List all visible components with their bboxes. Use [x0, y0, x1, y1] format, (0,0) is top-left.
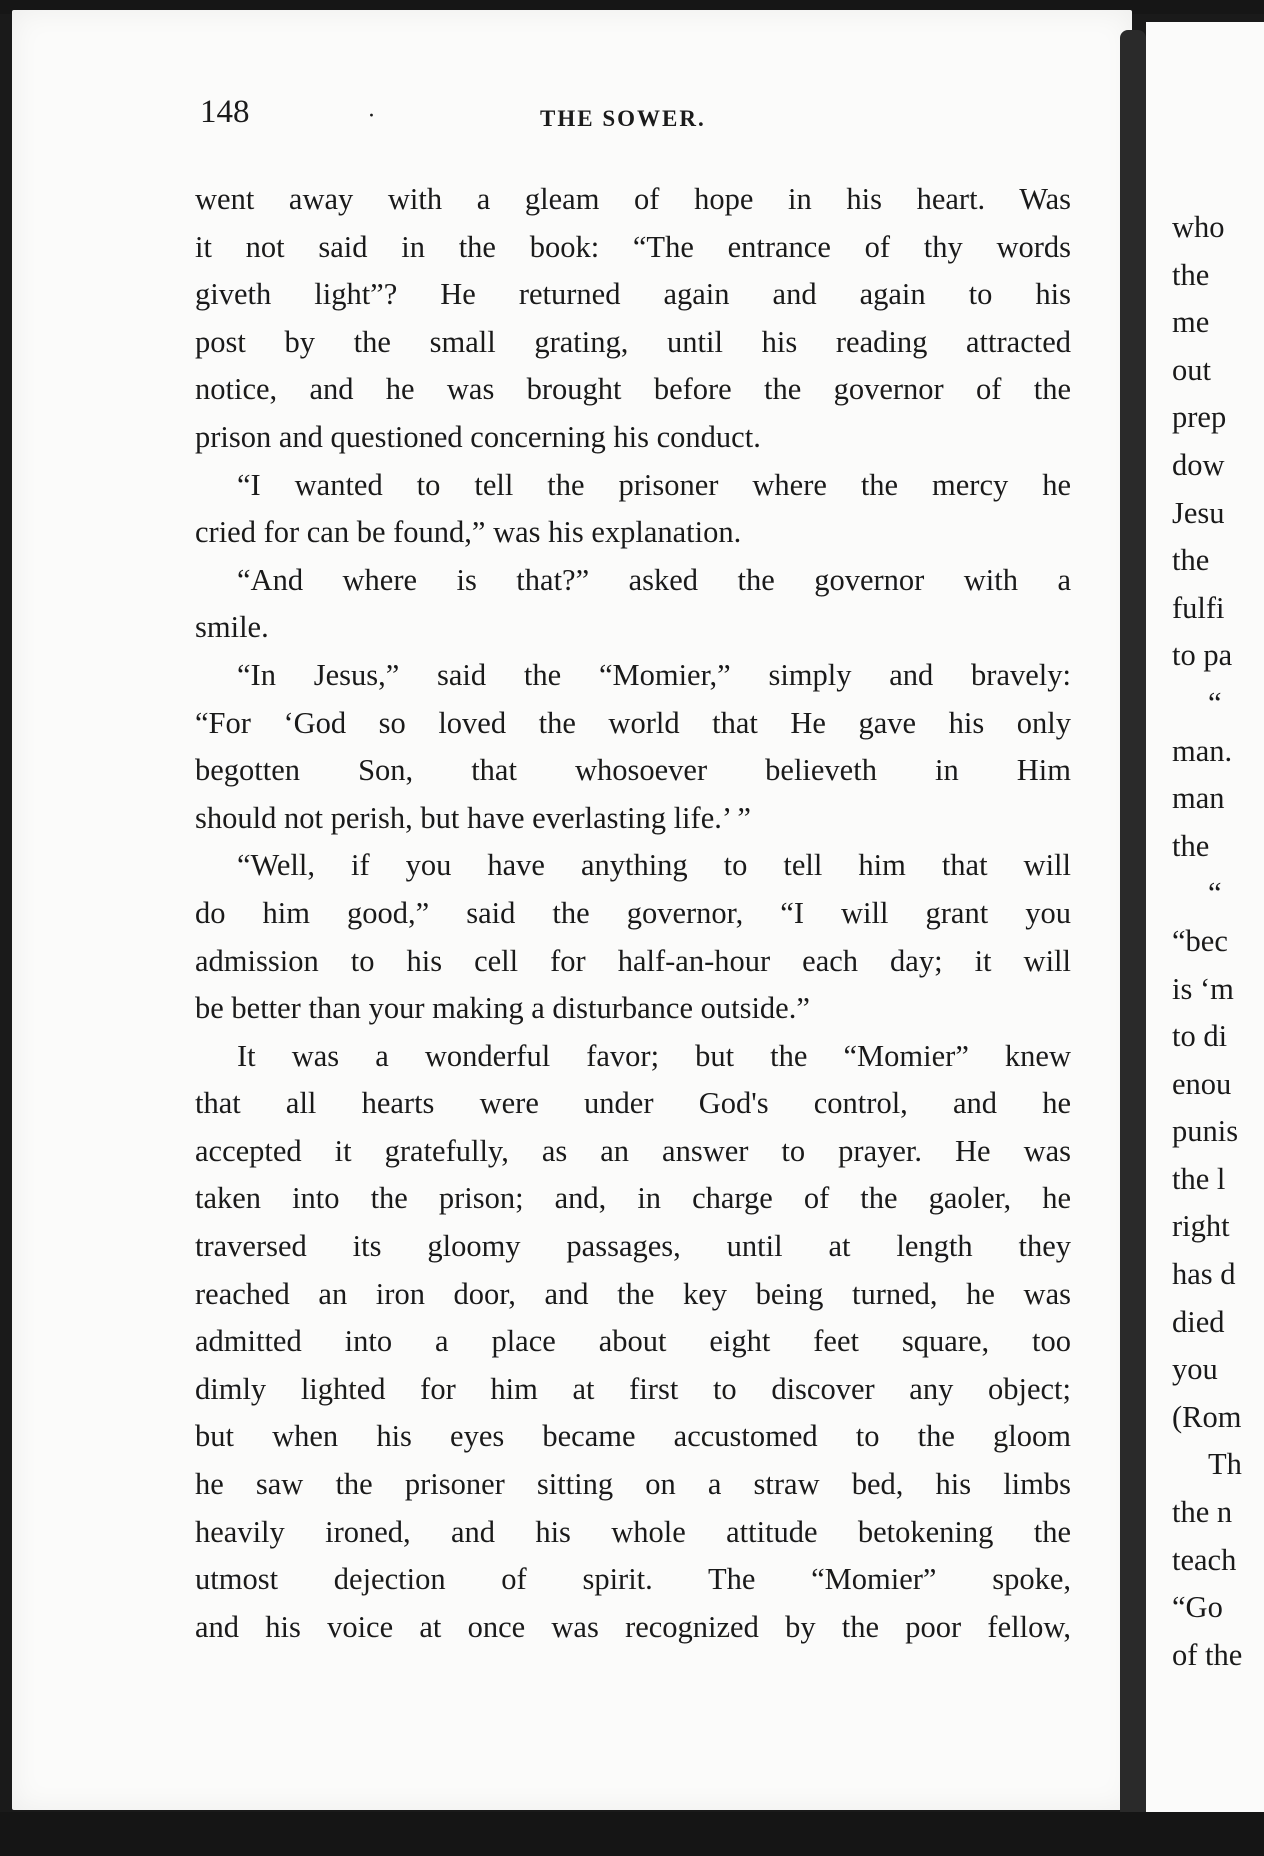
text-line: “In Jesus,” said the “Momier,” simply and bravely:: [237, 657, 1071, 692]
right-line: man: [1172, 781, 1225, 816]
text-line: begotten Son, that whosoever believeth in Him: [195, 753, 1071, 788]
right-line: (Rom: [1172, 1399, 1242, 1434]
right-line: you: [1172, 1352, 1218, 1387]
right-line: died: [1172, 1304, 1225, 1339]
right-line: man.: [1172, 733, 1233, 768]
right-line: out: [1172, 352, 1211, 387]
text-line: It was a wonderful favor; but the “Momier” knew: [237, 1038, 1071, 1073]
right-line: teach: [1172, 1542, 1237, 1577]
text-line: be better than your making a disturbance outside.”: [195, 991, 810, 1026]
page-number: 148: [200, 94, 250, 130]
right-page-sliver: [1146, 22, 1264, 1812]
text-line: “For ‘God so loved the world that He gave his only: [195, 705, 1071, 740]
right-line: to pa: [1172, 638, 1233, 673]
text-line: do him good,” said the governor, “I will grant you: [195, 895, 1071, 930]
right-line: punis: [1172, 1114, 1239, 1149]
right-line: “: [1208, 876, 1222, 911]
text-line: notice, and he was brought before the governor of the: [195, 372, 1071, 407]
text-line: admitted into a place about eight feet square, too: [195, 1324, 1071, 1359]
text-line: utmost dejection of spirit. The “Momier” spoke,: [195, 1562, 1071, 1597]
right-line: who: [1172, 210, 1225, 244]
text-line: “And where is that?” asked the governor with a: [237, 562, 1071, 597]
right-line: to di: [1172, 1019, 1228, 1054]
running-head: [200, 94, 1080, 144]
right-line: Th: [1208, 1447, 1242, 1482]
right-line: the: [1172, 828, 1210, 863]
right-line: the: [1172, 257, 1210, 292]
scan-bottom-edge: [0, 1812, 1264, 1856]
right-line: me: [1172, 305, 1210, 340]
right-line: has d: [1172, 1257, 1236, 1292]
right-line: the n: [1172, 1495, 1233, 1530]
right-line: prep: [1172, 400, 1227, 435]
right-line: the: [1172, 543, 1210, 578]
right-line: is ‘m: [1172, 971, 1234, 1006]
right-page-text: [1172, 204, 1264, 1679]
text-line: taken into the prison; and, in charge of the gaoler, he: [195, 1181, 1071, 1216]
text-line: cried for can be found,” was his explanation.: [195, 515, 742, 550]
header-dot: ·: [368, 104, 375, 129]
text-line: “Well, if you have anything to tell him that will: [237, 848, 1071, 883]
right-line: right: [1172, 1209, 1230, 1244]
text-line: smile.: [195, 610, 269, 645]
right-line: enou: [1172, 1066, 1232, 1101]
right-line: “: [1208, 685, 1222, 720]
page-title: THE SOWER.: [540, 106, 706, 131]
right-line: “Go: [1172, 1590, 1223, 1625]
book-gutter: [1120, 30, 1146, 1820]
text-line: that all hearts were under God's control, and he: [195, 1086, 1071, 1121]
text-line: “I wanted to tell the prisoner where the mercy he: [237, 467, 1071, 502]
right-line: of the: [1172, 1637, 1243, 1672]
right-line: fulfi: [1172, 590, 1225, 625]
right-line: the l: [1172, 1161, 1226, 1196]
body-text: [195, 176, 1071, 1651]
right-line: “bec: [1172, 923, 1228, 958]
text-line: giveth light”? He returned again and again to his: [195, 277, 1071, 312]
text-line: went away with a gleam of hope in his heart. Was: [195, 182, 1071, 216]
text-line: and his voice at once was recognized by the poor fellow,: [195, 1609, 1071, 1644]
right-line: Jesu: [1172, 495, 1225, 530]
text-line: admission to his cell for half-an-hour each day; it will: [195, 943, 1071, 978]
text-line: traversed its gloomy passages, until at length they: [195, 1229, 1071, 1264]
text-line: he saw the prisoner sitting on a straw bed, his limbs: [195, 1467, 1071, 1502]
text-line: prison and questioned concerning his conduct.: [195, 419, 761, 454]
right-line: dow: [1172, 447, 1225, 482]
text-line: dimly lighted for him at first to discover any object;: [195, 1371, 1071, 1406]
text-line: should not perish, but have everlasting life.’ ”: [195, 800, 751, 835]
text-line: heavily ironed, and his whole attitude betokening the: [195, 1514, 1071, 1549]
text-line: it not said in the book: “The entrance of thy words: [195, 229, 1071, 264]
text-line: but when his eyes became accustomed to the gloom: [195, 1419, 1071, 1454]
text-line: reached an iron door, and the key being turned, he was: [195, 1276, 1071, 1311]
text-line: post by the small grating, until his reading attracted: [195, 324, 1071, 359]
text-line: accepted it gratefully, as an answer to prayer. He was: [195, 1133, 1071, 1168]
